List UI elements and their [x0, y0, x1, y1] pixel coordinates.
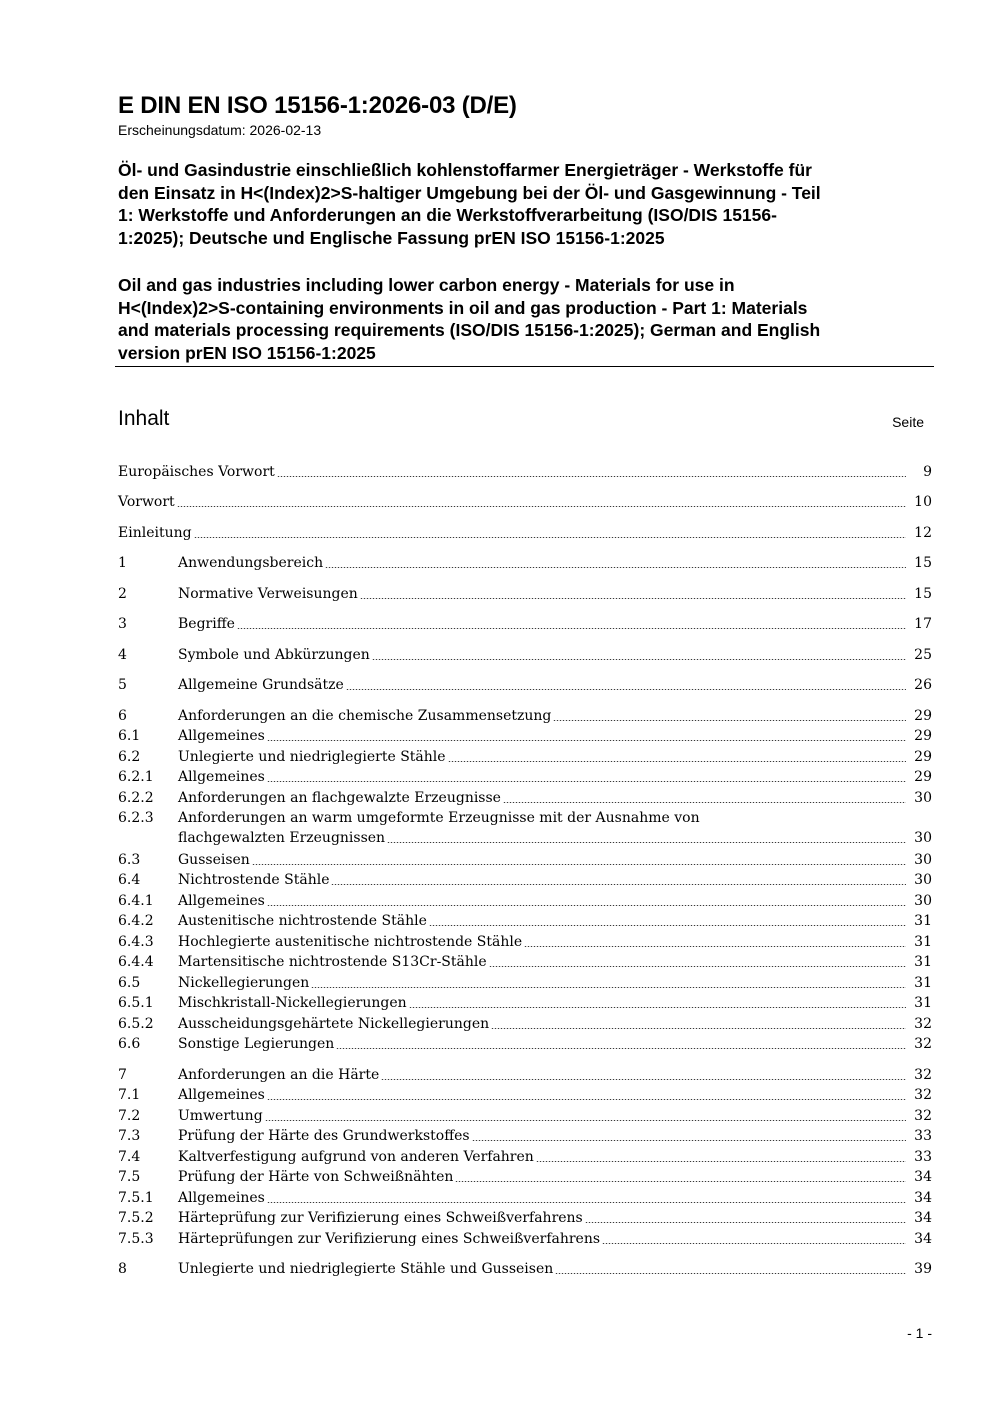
toc-entry-number: 6.2.3 [118, 810, 154, 826]
toc-leader-dots [553, 720, 906, 721]
toc-entry-number: 6 [118, 708, 127, 724]
toc-leader-dots [524, 946, 906, 947]
toc-leader-dots [267, 905, 906, 906]
toc-entry-label: Mischkristall-Nickellegierungen [178, 995, 407, 1011]
toc-entry-page: 32 [914, 1016, 932, 1032]
toc-entry-label-line1: Anforderungen an warm umgeformte Erzeugnisse mit der Ausnahme von [178, 810, 700, 826]
toc-entry-number: 6.4.1 [118, 893, 154, 909]
toc-entry-label: Allgemeines [178, 893, 265, 909]
toc-entry[interactable] [118, 553, 932, 573]
toc-leader-dots [177, 506, 906, 507]
document-id: E DIN EN ISO 15156-1:2026-03 (D/E) [118, 92, 517, 119]
toc-entry[interactable] [118, 952, 932, 972]
toc-entry-page: 17 [914, 616, 932, 632]
toc-entry-number: 6.4.4 [118, 954, 154, 970]
toc-entry-label: Symbole und Abkürzungen [178, 647, 370, 663]
toc-leader-dots [325, 567, 906, 568]
toc-entry[interactable] [118, 1034, 932, 1054]
toc-entry-number: 6.2.2 [118, 790, 154, 806]
toc-entry-page: 34 [914, 1169, 932, 1185]
toc-page-column-label: Seite [892, 414, 924, 430]
toc-leader-dots [536, 1161, 906, 1162]
toc-entry-number: 6.5 [118, 975, 141, 991]
toc-entry-page: 29 [914, 708, 932, 724]
toc-leader-dots [311, 987, 906, 988]
toc-entry[interactable] [118, 1065, 932, 1085]
toc-entry-number: 6.4.2 [118, 913, 154, 929]
toc-entry[interactable] [118, 1147, 932, 1167]
toc-entry-label: Hochlegierte austenitische nichtrostende Stähle [178, 934, 523, 950]
toc-entry-label: Ausscheidungsgehärtete Nickellegierungen [178, 1016, 490, 1032]
toc-entry-label: Prüfung der Härte des Grundwerkstoffes [178, 1128, 470, 1144]
toc-entry[interactable] [118, 850, 932, 870]
toc-entry-page: 32 [914, 1036, 932, 1052]
toc-entry-label: Allgemeines [178, 728, 265, 744]
toc-entry[interactable] [118, 1229, 932, 1249]
toc-entry-page: 30 [914, 830, 932, 846]
toc-entry[interactable] [118, 993, 932, 1013]
toc-leader-dots [387, 842, 906, 843]
toc-entry-page: 31 [914, 995, 932, 1011]
toc-entry-label: Nickellegierungen [178, 975, 310, 991]
toc-leader-dots [277, 476, 906, 477]
toc-leader-dots [472, 1140, 906, 1141]
toc-leader-dots [503, 802, 906, 803]
toc-entry-page: 31 [914, 913, 932, 929]
toc-leader-dots [336, 1048, 906, 1049]
toc-entry[interactable] [118, 645, 932, 665]
toc-entry-number: 6.4.3 [118, 934, 154, 950]
toc-entry-label: Europäisches Vorwort [118, 464, 275, 480]
toc-entry[interactable] [118, 1085, 932, 1105]
toc-entry-label: Anwendungsbereich [178, 555, 324, 571]
toc-entry[interactable] [118, 726, 932, 746]
toc-entry-page: 30 [914, 790, 932, 806]
toc-leader-dots [429, 925, 906, 926]
toc-entry-number: 3 [118, 616, 127, 632]
page-number: - 1 - [907, 1325, 932, 1341]
toc-entry-label: Allgemeines [178, 1190, 265, 1206]
toc-leader-dots [381, 1079, 906, 1080]
toc-leader-dots [252, 864, 906, 865]
toc-leader-dots [267, 740, 906, 741]
publication-date: Erscheinungsdatum: 2026-02-13 [118, 122, 322, 138]
toc-entry-label: Normative Verweisungen [178, 586, 358, 602]
toc-entry-label: Härteprüfung zur Verifizierung eines Schweißverfahrens [178, 1210, 583, 1226]
toc-entry-label: Begriffe [178, 616, 235, 632]
toc-entry-number: 4 [118, 647, 127, 663]
toc-entry-page: 9 [923, 464, 932, 480]
toc-entry-page: 31 [914, 954, 932, 970]
toc-entry-number: 6.2.1 [118, 769, 154, 785]
toc-entry[interactable] [118, 1259, 932, 1279]
toc-entry[interactable] [118, 767, 932, 787]
toc-entry-label: Nichtrostende Stähle [178, 872, 330, 888]
toc-entry[interactable] [118, 523, 932, 543]
toc-entry-label: Vorwort [118, 494, 175, 510]
title-english: Oil and gas industries including lower carbon energy - Materials for use in H<(Index)2>S-containing environments in oil and gas production - Part 1: Materials and materials processing requirements (ISO/DIS 15156-1:2025); German and English version prEN ISO 15156-1:2025 [118, 275, 821, 363]
toc-entry-page: 33 [914, 1149, 932, 1165]
toc-entry[interactable] [118, 1014, 932, 1034]
toc-entry-label: Umwertung [178, 1108, 263, 1124]
toc-entry-number: 7.4 [118, 1149, 141, 1165]
toc-entry-number: 7.5 [118, 1169, 141, 1185]
toc-leader-dots [448, 761, 906, 762]
toc-entry-page: 10 [914, 494, 932, 510]
toc-leader-dots [346, 689, 906, 690]
toc-entry-label: Sonstige Legierungen [178, 1036, 335, 1052]
toc-entry[interactable] [118, 1106, 932, 1126]
toc-entry-label: Allgemeines [178, 769, 265, 785]
toc-entry-page: 31 [914, 934, 932, 950]
toc-entry-page: 33 [914, 1128, 932, 1144]
toc-entry-number: 7.5.3 [118, 1231, 154, 1247]
toc-entry-number: 6.5.2 [118, 1016, 154, 1032]
toc-leader-dots [267, 1099, 906, 1100]
toc-entry-label: Gusseisen [178, 852, 250, 868]
toc-entry-label: Härteprüfungen zur Verifizierung eines Schweißverfahrens [178, 1231, 601, 1247]
toc-entry-number: 7.1 [118, 1087, 141, 1103]
toc-entry-label: Einleitung [118, 525, 192, 541]
toc-entry-number: 6.3 [118, 852, 141, 868]
toc-entry-number: 6.5.1 [118, 995, 154, 1011]
toc-heading: Inhalt [118, 407, 170, 430]
toc-entry[interactable] [118, 1167, 932, 1187]
toc-entry[interactable] [118, 747, 932, 767]
toc-entry-number: 6.4 [118, 872, 141, 888]
toc-entry-number: 6.6 [118, 1036, 141, 1052]
toc-entry-page: 34 [914, 1231, 932, 1247]
toc-entry[interactable] [118, 1188, 932, 1208]
toc-leader-dots [585, 1222, 906, 1223]
toc-entry-page: 32 [914, 1067, 932, 1083]
toc-entry-page: 15 [914, 555, 932, 571]
toc-leader-dots [267, 781, 906, 782]
toc-entry-number: 7.2 [118, 1108, 141, 1124]
toc-leader-dots [265, 1120, 906, 1121]
toc-entry[interactable] [118, 706, 932, 726]
toc-entry-page: 25 [914, 647, 932, 663]
toc-entry-number: 2 [118, 586, 127, 602]
toc-entry-number: 6.2 [118, 749, 141, 765]
toc-entry[interactable] [118, 584, 932, 604]
toc-leader-dots [409, 1007, 906, 1008]
toc-entry-page: 31 [914, 975, 932, 991]
toc-entry[interactable] [118, 973, 932, 993]
toc-entry-label: Austenitische nichtrostende Stähle [178, 913, 427, 929]
toc-entry-page: 29 [914, 728, 932, 744]
toc-entry-page: 29 [914, 769, 932, 785]
table-of-contents [118, 0, 932, 1300]
toc-entry[interactable] [118, 1126, 932, 1146]
toc-entry[interactable] [118, 788, 932, 808]
toc-entry-number: 7 [118, 1067, 127, 1083]
toc-entry[interactable] [118, 1208, 932, 1228]
toc-leader-dots [331, 884, 906, 885]
toc-entry[interactable] [118, 675, 932, 695]
toc-entry-page: 34 [914, 1210, 932, 1226]
toc-entry[interactable] [118, 462, 932, 482]
toc-entry-label: Allgemeine Grundsätze [178, 677, 344, 693]
toc-entry-number: 7.3 [118, 1128, 141, 1144]
toc-entry-number: 6.1 [118, 728, 141, 744]
toc-entry[interactable] [118, 932, 932, 952]
toc-entry-page: 32 [914, 1087, 932, 1103]
toc-entry-label: Kaltverfestigung aufgrund von anderen Verfahren [178, 1149, 534, 1165]
toc-entry[interactable] [118, 891, 932, 911]
toc-entry-label: Unlegierte und niedriglegierte Stähle und Gusseisen [178, 1261, 554, 1277]
toc-entry-page: 15 [914, 586, 932, 602]
toc-entry-label: Prüfung der Härte von Schweißnähten [178, 1169, 454, 1185]
toc-leader-dots [360, 598, 906, 599]
title-german: Öl- und Gasindustrie einschließlich kohlenstoffarmer Energieträger - Werkstoffe für den Einsatz in H<(Index)2>S-haltiger Umgebung bei der Öl- und Gasgewinnung - Teil 1: Werkstoffe und Anforderungen an die Werkstoffverarbeitung (ISO/DIS 15156- 1:2025); Deutsche und Englische Fassung prEN ISO 15156-1:2025 [118, 160, 821, 248]
toc-leader-dots [455, 1181, 906, 1182]
toc-entry-page: 12 [914, 525, 932, 541]
toc-entry-number: 8 [118, 1261, 127, 1277]
toc-entry[interactable] [118, 911, 932, 931]
toc-leader-dots [194, 537, 906, 538]
toc-entry-page: 39 [914, 1261, 932, 1277]
toc-entry-page: 34 [914, 1190, 932, 1206]
toc-entry-page: 30 [914, 852, 932, 868]
toc-entry-number: 5 [118, 677, 127, 693]
toc-entry-page: 26 [914, 677, 932, 693]
toc-entry-number: 1 [118, 555, 127, 571]
toc-leader-dots [491, 1028, 906, 1029]
toc-entry[interactable] [118, 870, 932, 890]
toc-entry[interactable] [118, 492, 932, 512]
toc-entry[interactable] [118, 614, 932, 634]
toc-entry-page: 30 [914, 893, 932, 909]
toc-leader-dots [555, 1273, 906, 1274]
toc-leader-dots [372, 659, 906, 660]
toc-entry-number: 7.5.2 [118, 1210, 154, 1226]
toc-entry-label: Anforderungen an die chemische Zusammensetzung [178, 708, 552, 724]
toc-entry-label: Allgemeines [178, 1087, 265, 1103]
toc-entry-label: Anforderungen an flachgewalzte Erzeugnisse [178, 790, 501, 806]
toc-entry[interactable] [118, 808, 932, 848]
toc-entry-label: Martensitische nichtrostende S13Cr-Stähle [178, 954, 487, 970]
toc-entry-label: Anforderungen an die Härte [178, 1067, 380, 1083]
toc-entry-label: flachgewalzten Erzeugnissen [178, 830, 386, 846]
toc-entry-page: 29 [914, 749, 932, 765]
toc-entry-page: 30 [914, 872, 932, 888]
toc-entry-page: 32 [914, 1108, 932, 1124]
toc-entry-number: 7.5.1 [118, 1190, 154, 1206]
toc-leader-dots [237, 628, 906, 629]
toc-entry-label: Unlegierte und niedriglegierte Stähle [178, 749, 446, 765]
toc-leader-dots [489, 966, 906, 967]
toc-leader-dots [602, 1243, 906, 1244]
toc-leader-dots [267, 1202, 906, 1203]
